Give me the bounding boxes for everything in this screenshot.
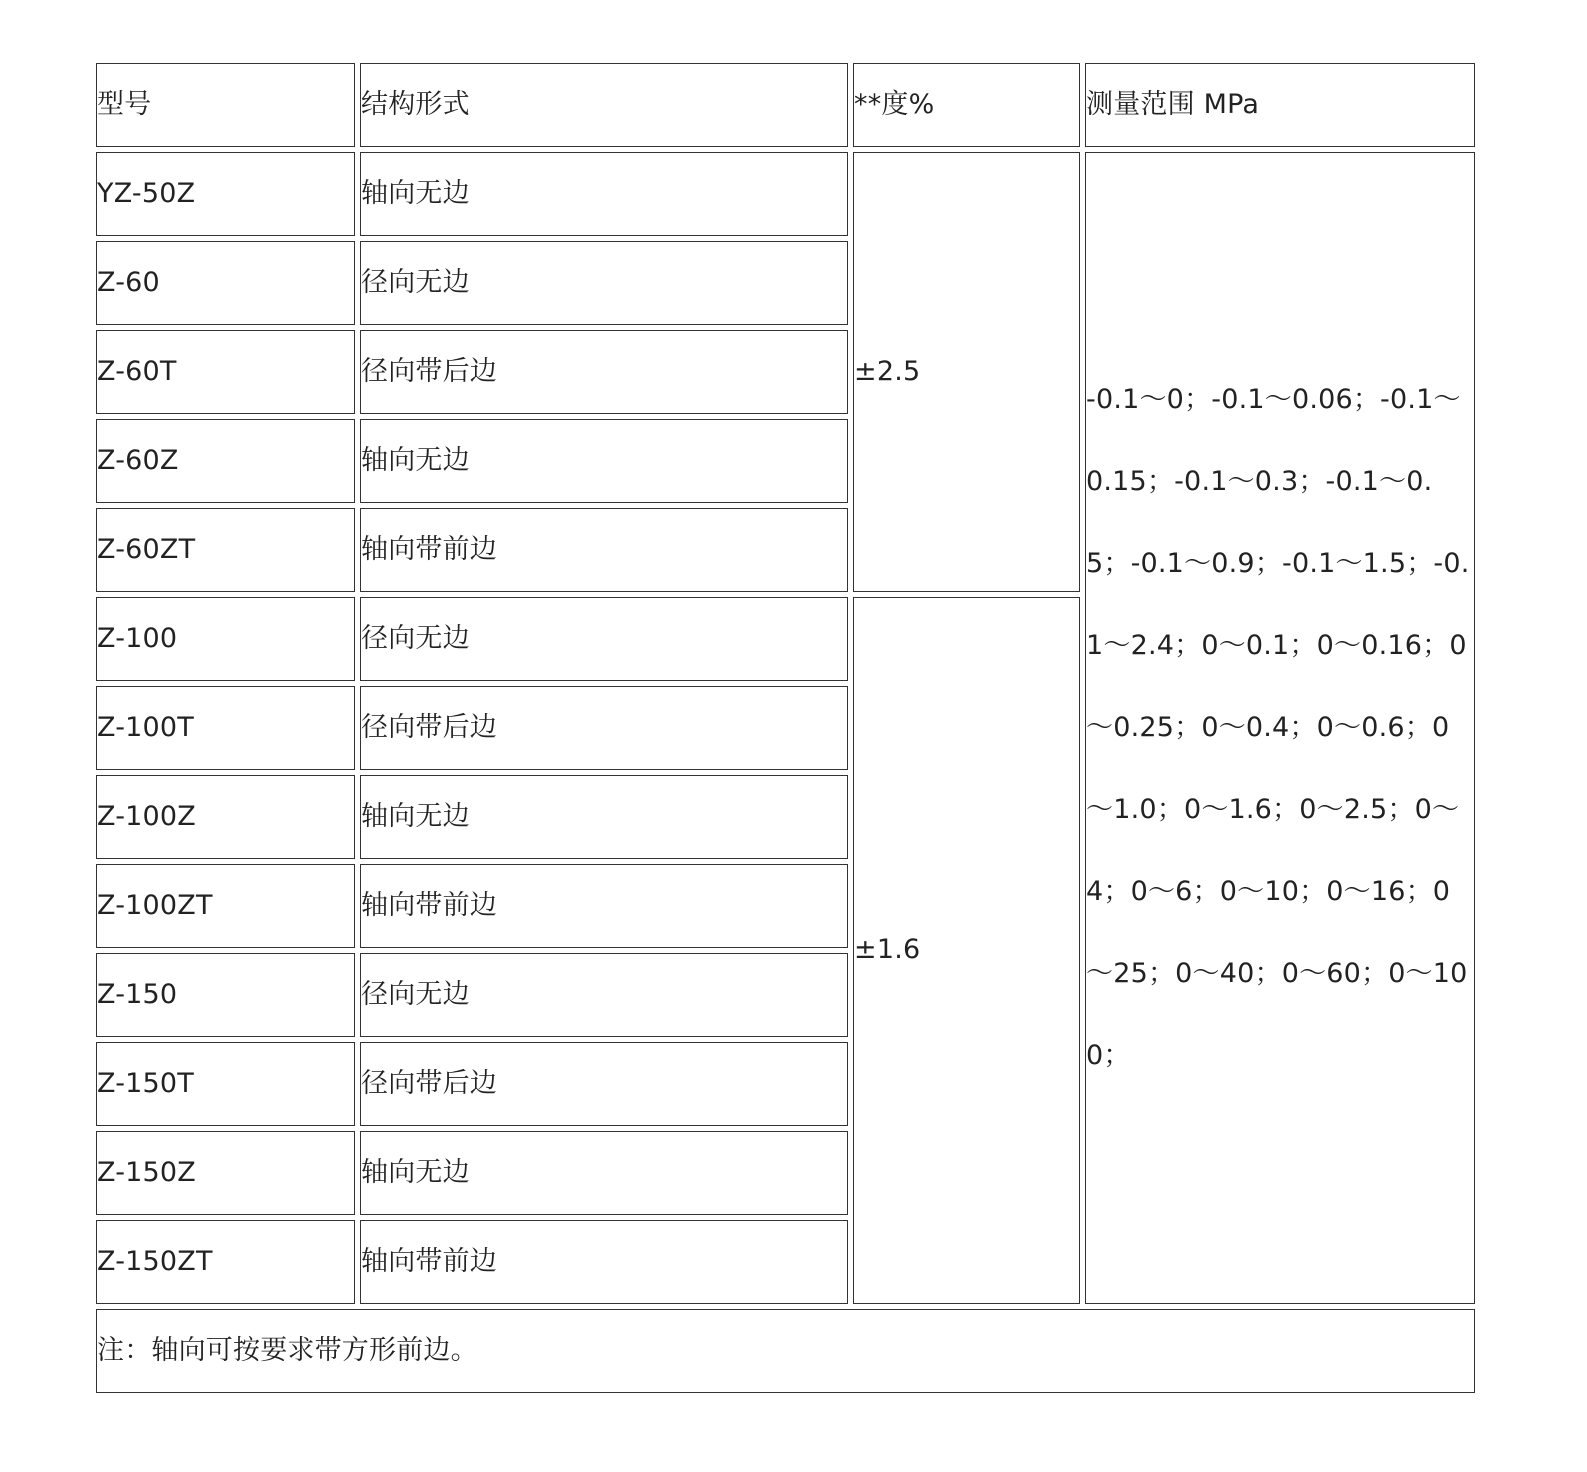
structure-cell: 轴向无边	[360, 1131, 848, 1215]
structure-cell: 轴向带前边	[360, 1220, 848, 1304]
accuracy-cell-group2: ±1.6	[853, 597, 1080, 1304]
model-cell: Z-60Z	[96, 419, 355, 503]
note-cell: 注：轴向可按要求带方形前边。	[96, 1309, 1475, 1393]
structure-cell: 径向无边	[360, 597, 848, 681]
header-range: 测量范围 MPa	[1085, 63, 1475, 147]
header-accuracy: **度%	[853, 63, 1080, 147]
model-cell: Z-150T	[96, 1042, 355, 1126]
structure-cell: 径向带后边	[360, 330, 848, 414]
model-cell: YZ-50Z	[96, 152, 355, 236]
model-cell: Z-150Z	[96, 1131, 355, 1215]
header-row	[96, 63, 1475, 147]
note-row	[96, 1309, 1475, 1393]
structure-cell: 轴向无边	[360, 419, 848, 503]
structure-cell: 轴向无边	[360, 775, 848, 859]
range-text: -0.1～0；-0.1～0.06；-0.1～0.15；-0.1～0.3；-0.1～0.5；-0.1～0.9；-0.1～1.5；-0.1～2.4；0～0.1；0～0.16；0～0.25；0～0.4；0～0.6；0～1.0；0～1.6；0～2.5；0～4；0～6；0～10；0～16；0～25；0～40；0～60；0～100；	[1086, 384, 1470, 1071]
structure-cell: 轴向带前边	[360, 864, 848, 948]
model-cell: Z-60T	[96, 330, 355, 414]
model-cell: Z-150	[96, 953, 355, 1037]
table-row	[96, 152, 1475, 236]
model-cell: Z-100ZT	[96, 864, 355, 948]
model-cell: Z-100Z	[96, 775, 355, 859]
model-cell: Z-100T	[96, 686, 355, 770]
structure-cell: 轴向无边	[360, 152, 848, 236]
structure-cell: 径向无边	[360, 953, 848, 1037]
range-cell	[1085, 152, 1475, 1304]
structure-cell: 径向带后边	[360, 1042, 848, 1126]
accuracy-cell-group1: ±2.5	[853, 152, 1080, 592]
structure-cell: 径向带后边	[360, 686, 848, 770]
spec-table	[91, 58, 1480, 1398]
model-cell: Z-100	[96, 597, 355, 681]
header-structure: 结构形式	[360, 63, 848, 147]
header-model: 型号	[96, 63, 355, 147]
model-cell: Z-150ZT	[96, 1220, 355, 1304]
structure-cell: 径向无边	[360, 241, 848, 325]
model-cell: Z-60	[96, 241, 355, 325]
structure-cell: 轴向带前边	[360, 508, 848, 592]
model-cell: Z-60ZT	[96, 508, 355, 592]
